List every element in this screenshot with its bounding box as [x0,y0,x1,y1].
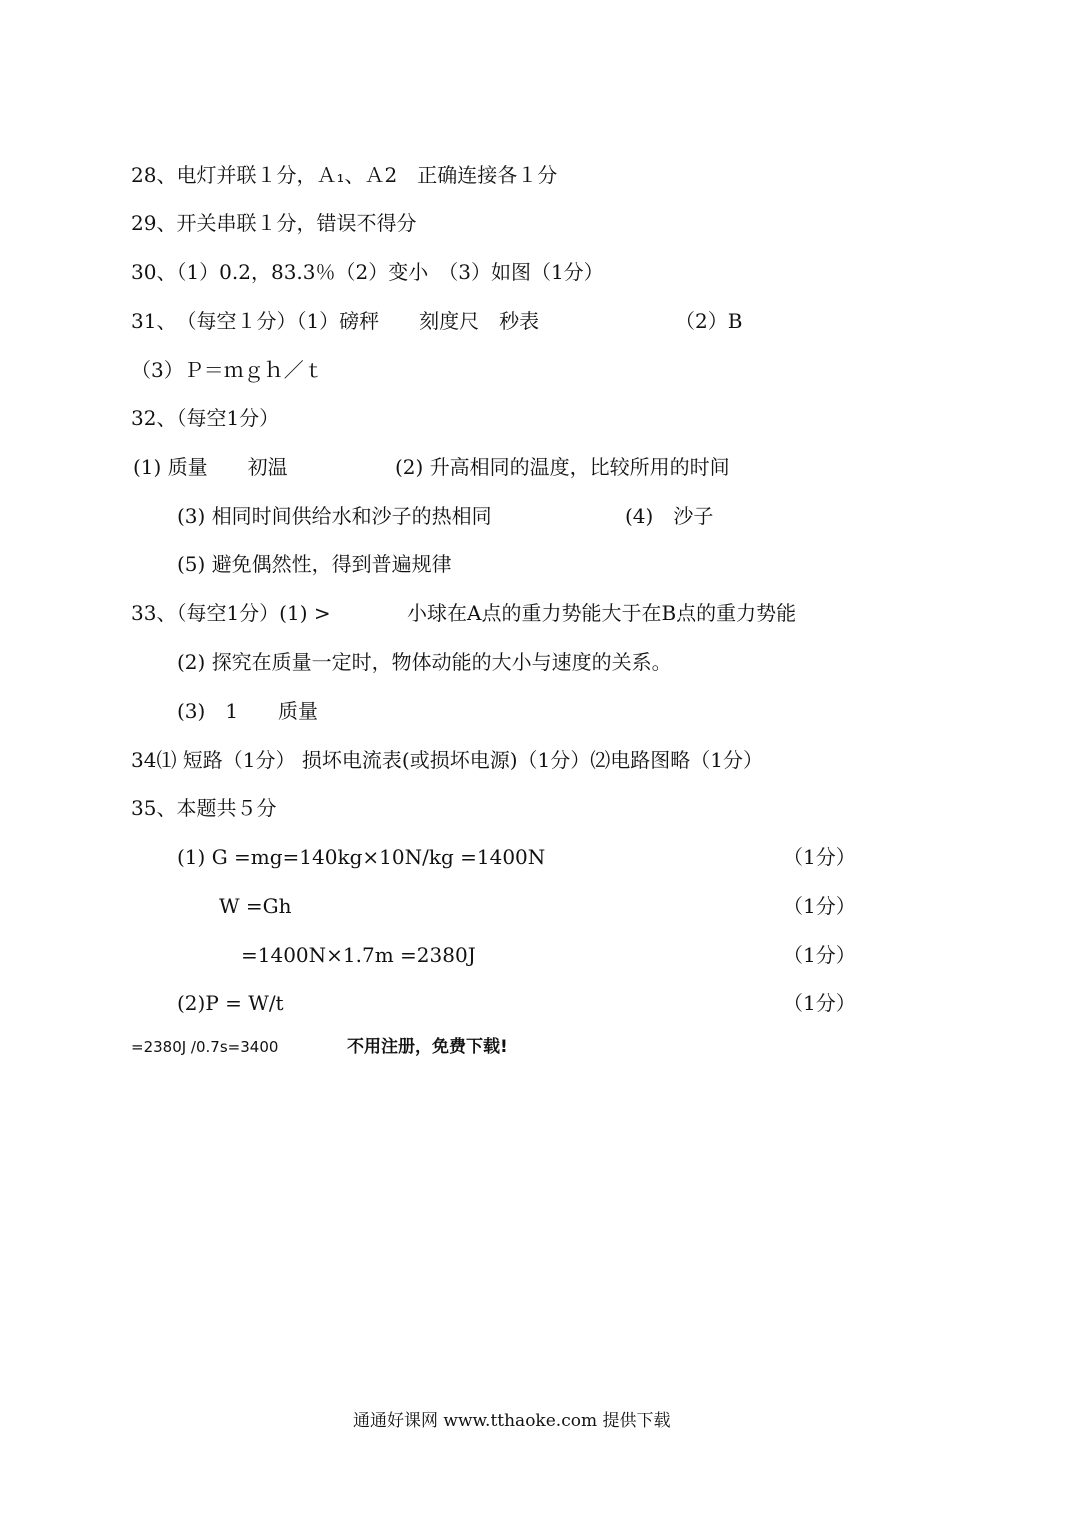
answer-32-line2 [177,503,777,529]
promo-text: 不用注册，免费下载! [347,1037,508,1057]
answer-31-part2: （2）B [675,309,743,333]
answer-32-part3: (3) 相同时间供给水和沙子的热相同 [177,504,492,528]
answer-33-part2: (2) 探究在质量一定时，物体动能的大小与速度的关系。 [177,650,672,674]
answer-35-head: 35、本题共５分 [131,796,277,820]
answer-35-row-2 [177,893,877,919]
answer-32-part2: (2) 升高相同的温度，比较所用的时间 [395,455,730,479]
answer-34: 34⑴ 短路（1分） 损坏电流表(或损坏电源)（1分）⑵电路图略（1分） [131,748,763,772]
answer-28: 28、电灯并联１分，Ａ₁、Ａ2 正确连接各１分 [131,163,558,187]
answer-33-line1 [131,600,851,626]
answer-35-score-2: （1分） [783,894,856,918]
answer-33-head: 33、（每空1分）(1) > [131,601,331,625]
answer-35-formula-1: (1) G =mg=140kg×10N/kg =1400N [177,845,546,869]
answer-33-part3: (3) 1 质量 [177,699,319,723]
answer-32-part4: (4) 沙子 [625,504,714,528]
answer-35-score-3: （1分） [783,943,856,967]
answer-29: 29、开关串联１分，错误不得分 [131,211,417,235]
answer-31 [131,308,831,334]
answer-32-head: 32、（每空1分） [131,406,280,430]
answer-35-row-3 [177,942,877,968]
answer-35-formula-4: (2)P = W/t [177,991,284,1015]
answer-31-main: 31、 （每空１分）（1）磅秤 刻度尺 秒表 [131,309,540,333]
answer-35-formula-3: =1400N×1.7m =2380J [241,943,476,967]
answer-35-last-calc: =2380J /0.7s=3400 [131,1038,279,1056]
answer-31-part3: （3）Ｐ＝ｍｇｈ／ｔ [131,358,324,382]
answer-35-row-4 [177,990,877,1016]
answer-35-score-4: （1分） [783,991,856,1015]
answer-35-score-1: （1分） [783,845,856,869]
answer-35-last-line [131,1034,631,1060]
answer-32-part1: (1) 质量 初温 [133,455,288,479]
answer-32-line1 [133,454,833,480]
footer-text: 通通好课网 www.tthaoke.com 提供下载 [353,1411,671,1431]
answer-33-reason: 小球在A点的重力势能大于在B点的重力势能 [407,601,797,625]
answer-32-part5: (5) 避免偶然性，得到普遍规律 [177,552,452,576]
answer-30: 30、（1）0.2，83.3％（2）变小 （3）如图（1分） [131,260,604,284]
answer-35-formula-2: W =Gh [219,894,292,918]
answer-35-row-1 [177,844,877,870]
